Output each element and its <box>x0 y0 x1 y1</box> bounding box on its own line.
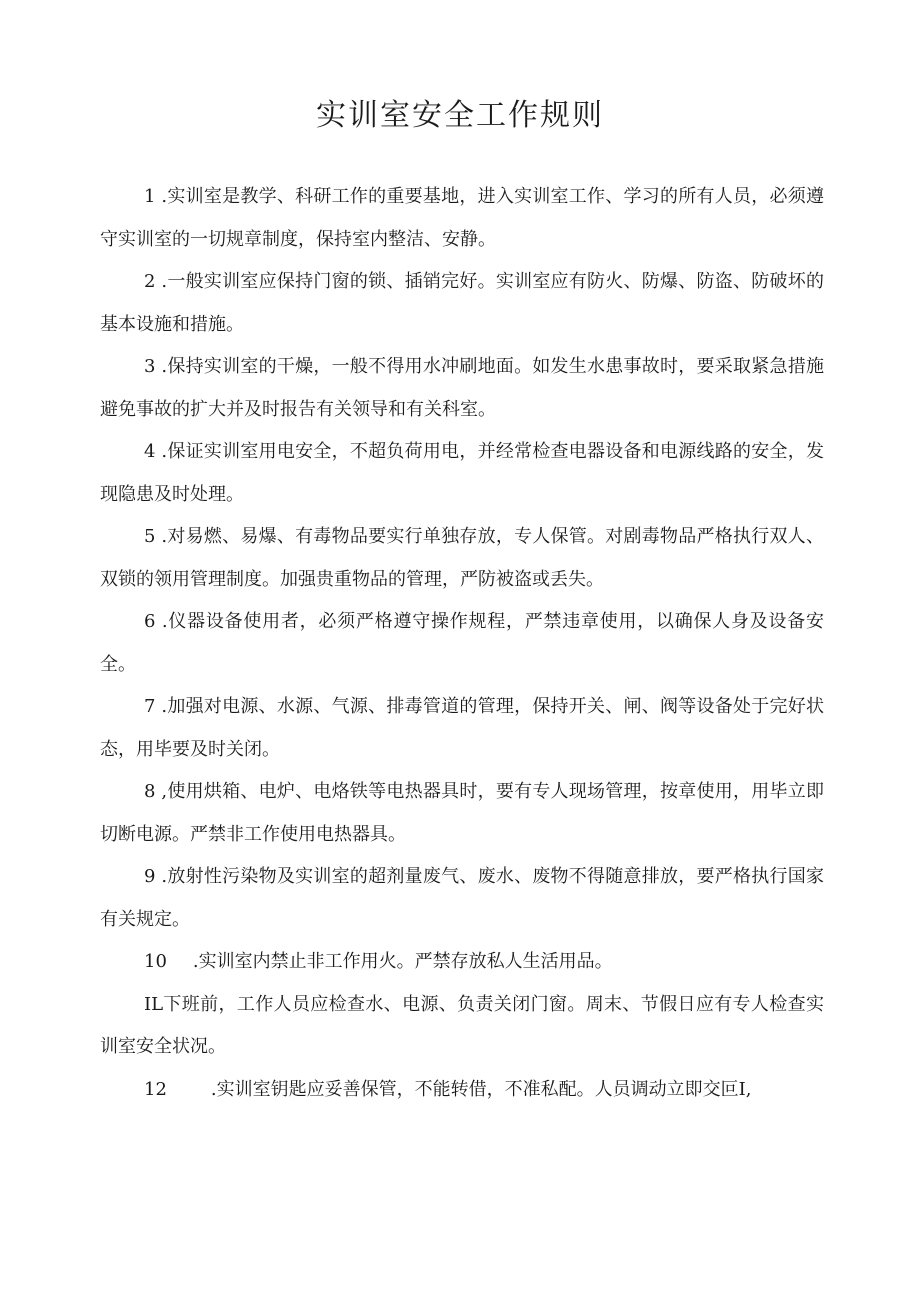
rules-list <box>100 176 824 1111</box>
rule-number: 7 <box>144 696 156 717</box>
rule-text: 对易燃、易爆、有毒物品要实行单独存放，专人保管。对剧毒物品严格执行双人、双锁的领用管理制度。加强贵重物品的管理，严防被盗或丢失。 <box>100 526 825 590</box>
rule-number: 3 <box>144 356 156 377</box>
rule-separator: . <box>192 951 199 972</box>
rule-text: 使用烘箱、电炉、电烙铁等电热器具时，要有专人现场管理，按章使用，用毕立即切断电源。严禁非工作使用电热器具。 <box>100 781 825 845</box>
rule-number: 9 <box>144 866 156 887</box>
rule-text: 一般实训室应保持门窗的锁、插销完好。实训室应有防火、防爆、防盗、防破坏的基本设施和措施。 <box>100 271 825 335</box>
rule-number: 1 <box>144 186 156 207</box>
rule-item <box>100 516 824 601</box>
rule-separator: . <box>155 356 168 377</box>
rule-item <box>100 686 824 771</box>
rule-number: 2 <box>144 271 156 292</box>
rule-text: 保持实训室的干燥，一般不得用水冲刷地面。如发生水患事故时，要采取紧急措施避免事故的扩大并及时报告有关领导和有关科室。 <box>100 356 825 420</box>
rule-text: 实训室钥匙应妥善保管，不能转借，不准私配。人员调动立即交叵I, <box>216 1078 752 1100</box>
rule-text: 保证实训室用电安全，不超负荷用电，并经常检查电器设备和电源线路的安全，发现隐患及时处理。 <box>100 441 825 505</box>
rule-item <box>100 941 824 984</box>
rule-text: 实训室是教学、科研工作的重要基地，进入实训室工作、学习的所有人员，必须遵守实训室的一切规章制度，保持室内整洁、安静。 <box>100 186 825 250</box>
rule-item <box>100 346 824 431</box>
rule-text: 放射性污染物及实训室的超剂量废气、废水、废物不得随意排放，要严格执行国家有关规定。 <box>100 866 825 930</box>
rule-item <box>100 261 824 346</box>
rule-number: 12 <box>144 1078 167 1100</box>
rule-number: IL <box>144 993 164 1015</box>
rule-text: 加强对电源、水源、气源、排毒管道的管理，保持开关、闸、阀等设备处于完好状态，用毕要及时关闭。 <box>100 696 825 760</box>
rule-text: 实训室内禁止非工作用火。严禁存放私人生活用品。 <box>198 951 613 972</box>
rule-separator: . <box>155 866 168 887</box>
rule-item <box>100 601 824 686</box>
rule-separator: . <box>155 611 168 632</box>
rule-item <box>100 1069 824 1112</box>
rule-item <box>100 176 824 261</box>
rule-item <box>100 984 824 1069</box>
rule-text: 仪器设备使用者，必须严格遵守操作规程，严禁违章使用，以确保人身及设备安全。 <box>100 611 824 675</box>
rule-separator: , <box>155 781 168 802</box>
rule-item <box>100 431 824 516</box>
rule-number: 10 <box>144 951 167 972</box>
rule-separator: . <box>155 441 168 462</box>
rule-text: 下班前，工作人员应检查水、电源、负责关闭门窗。周末、节假日应有专人检查实训室安全状况。 <box>100 993 824 1057</box>
rule-separator: . <box>155 186 168 207</box>
rule-number: 6 <box>144 611 156 632</box>
rule-number: 5 <box>144 526 156 547</box>
rule-separator: . <box>155 271 168 292</box>
rule-item <box>100 856 824 941</box>
rule-separator: . <box>155 696 168 717</box>
rule-item <box>100 771 824 856</box>
rule-separator: . <box>155 526 168 547</box>
rule-separator: . <box>210 1078 217 1100</box>
document-title: 实训室安全工作规则 <box>316 98 604 133</box>
rule-number: 8 <box>144 781 156 802</box>
rule-number: 4 <box>144 441 156 462</box>
